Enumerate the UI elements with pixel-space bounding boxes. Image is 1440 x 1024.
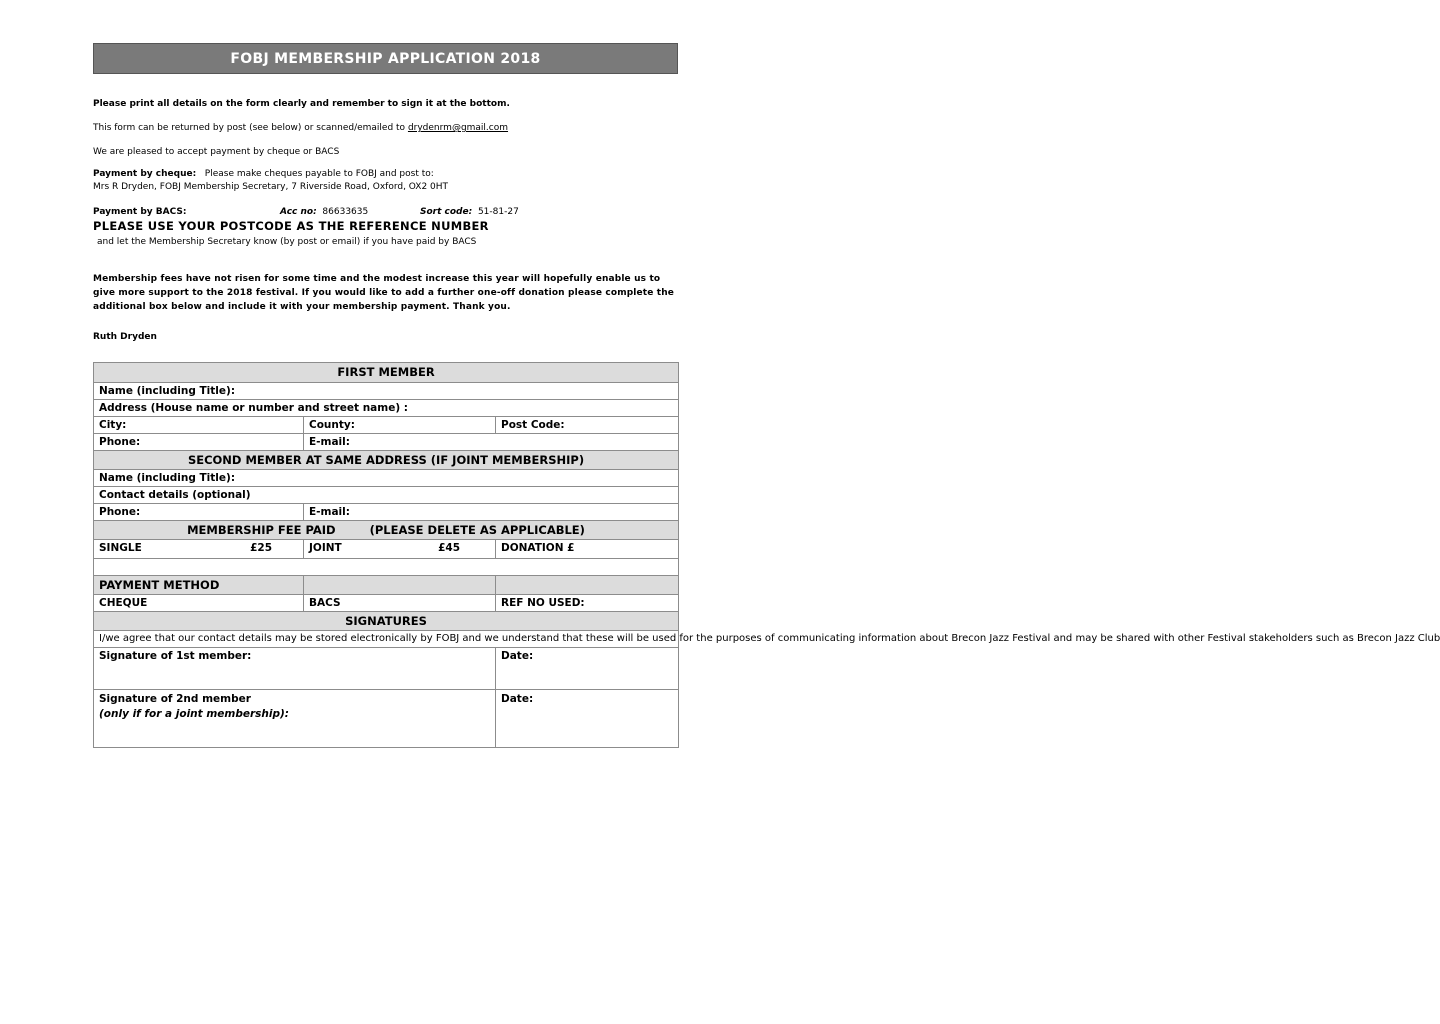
acc-no-value: 86633635 <box>322 207 369 217</box>
bacs-notify-text: and let the Membership Secretary know (by post or email) if you have paid by BACS <box>97 237 477 247</box>
first-address-field[interactable]: Address (House name or number and street name) : <box>94 400 679 417</box>
payment-method-shade-1 <box>304 576 496 595</box>
postcode-notice: PLEASE USE YOUR POSTCODE AS THE REFERENCE NUMBER <box>93 219 489 233</box>
single-option[interactable] <box>94 540 304 559</box>
bacs-label: Payment by BACS: <box>93 207 187 217</box>
ref-no-field[interactable]: REF NO USED: <box>496 595 679 612</box>
second-signature-label: Signature of 2nd member <box>99 693 251 705</box>
pay-cheque-option[interactable]: CHEQUE <box>94 595 304 612</box>
first-phone-field[interactable]: Phone: <box>94 434 304 451</box>
return-text: This form can be returned by post (see below) or scanned/emailed to <box>93 123 408 133</box>
signatures-header: SIGNATURES <box>94 612 679 631</box>
first-name-field[interactable]: Name (including Title): <box>94 383 679 400</box>
city-field[interactable]: City: <box>94 417 304 434</box>
first-date-field[interactable]: Date: <box>496 648 679 690</box>
county-field[interactable]: County: <box>304 417 496 434</box>
single-price: £25 <box>250 542 272 554</box>
pay-bacs-option[interactable]: BACS <box>304 595 496 612</box>
donation-field[interactable]: DONATION £ <box>496 540 679 559</box>
blank-row <box>94 559 679 576</box>
data-agreement-text: I/we agree that our contact details may be stored electronically by FOBJ and we understand that these will be used for the purposes of communicating information about Brecon Jazz Festival and may be shared with other Festival stakeholders such as Brecon Jazz Club <box>94 631 679 648</box>
second-date-field[interactable]: Date: <box>496 690 679 748</box>
payment-accept-text: We are pleased to accept payment by cheque or BACS <box>93 147 340 157</box>
print-instruction: Please print all details on the form clearly and remember to sign it at the bottom. <box>93 99 510 109</box>
cheque-label: Payment by cheque: <box>93 169 197 179</box>
acc-no <box>280 207 368 217</box>
bacs-details <box>93 207 186 217</box>
first-email-field[interactable]: E-mail: <box>304 434 679 451</box>
cheque-address: Mrs R Dryden, FOBJ Membership Secretary, 7 Riverside Road, Oxford, OX2 0HT <box>93 182 449 192</box>
second-signature-note: (only if for a joint membership): <box>99 708 289 720</box>
second-email-field[interactable]: E-mail: <box>304 504 679 521</box>
joint-option[interactable] <box>304 540 496 559</box>
first-member-header: FIRST MEMBER <box>94 363 679 383</box>
single-label: SINGLE <box>99 542 142 554</box>
return-instruction <box>93 123 508 133</box>
cheque-text: Please make cheques payable to FOBJ and post to: <box>204 169 434 179</box>
signoff-name: Ruth Dryden <box>93 332 157 342</box>
first-signature-field[interactable]: Signature of 1st member: <box>94 648 496 690</box>
form-title: FOBJ MEMBERSHIP APPLICATION 2018 <box>93 43 678 74</box>
sort-code <box>420 207 519 217</box>
second-signature-field[interactable] <box>94 690 496 748</box>
cheque-instruction <box>93 169 434 179</box>
fee-header <box>94 521 679 540</box>
membership-form-table <box>93 362 1440 748</box>
payment-method-header: PAYMENT METHOD <box>94 576 304 595</box>
fee-header-note: (PLEASE DELETE AS APPLICABLE) <box>369 523 585 537</box>
sort-code-label: Sort code: <box>420 207 473 217</box>
second-member-header: SECOND MEMBER AT SAME ADDRESS (IF JOINT MEMBERSHIP) <box>94 451 679 470</box>
joint-price: £45 <box>438 542 460 554</box>
joint-label: JOINT <box>309 542 342 554</box>
second-name-field[interactable]: Name (including Title): <box>94 470 679 487</box>
fees-message: Membership fees have not risen for some time and the modest increase this year will hopefully enable us to give more support to the 2018 festival. If you would like to add a further one-off donation please complete the additional box below and include it with your membership payment. Thank you. <box>93 274 675 312</box>
payment-method-shade-2 <box>496 576 679 595</box>
email-link[interactable]: drydenrm@gmail.com <box>407 123 509 133</box>
fee-header-title: MEMBERSHIP FEE PAID <box>187 523 336 537</box>
second-phone-field[interactable]: Phone: <box>94 504 304 521</box>
sort-code-value: 51-81-27 <box>477 207 519 217</box>
contact-details-field[interactable]: Contact details (optional) <box>94 487 679 504</box>
postcode-field[interactable]: Post Code: <box>496 417 679 434</box>
acc-no-label: Acc no: <box>280 207 317 217</box>
